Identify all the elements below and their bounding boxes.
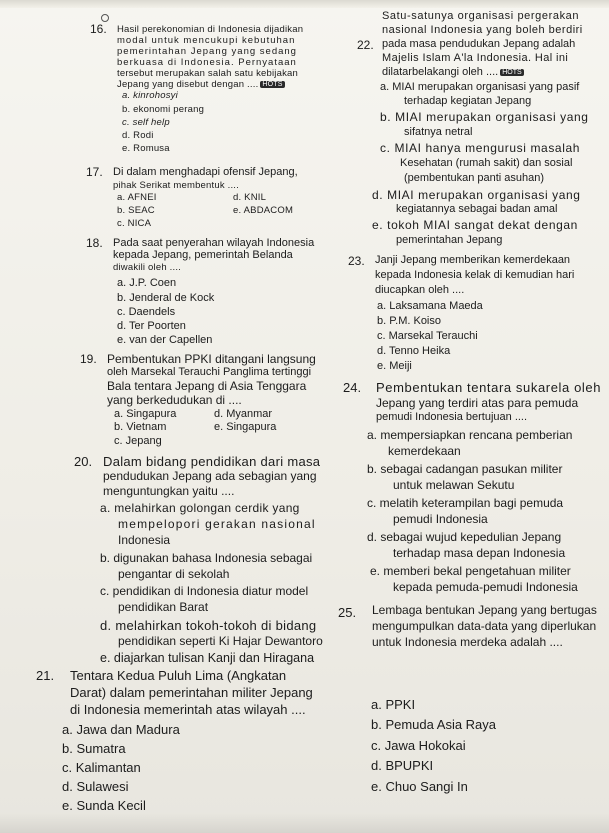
question-text-line: kepada Jepang, pemerintah Belanda <box>113 249 293 261</box>
option-d-cont: pendidikan seperti Ki Hajar Dewantoro <box>118 634 323 648</box>
option-a[interactable]: a. PPKI <box>371 697 416 712</box>
question-text-line: menguntungkan yaitu .... <box>103 484 235 498</box>
question-number: 21. <box>36 668 55 683</box>
option-a[interactable]: a. AFNEI <box>117 192 157 203</box>
question-text-line: oleh Marsekal Terauchi Panglima tertinggi <box>107 366 312 378</box>
option-e[interactable]: e. van der Capellen <box>117 334 213 346</box>
option-b[interactable]: b. Jenderal de Kock <box>117 292 215 304</box>
hots-badge: HOTS <box>502 69 522 76</box>
option-a[interactable]: a. melahirkan golongan cerdik yang <box>100 501 300 515</box>
question-text-line: mengumpulkan data-data yang diperlukan <box>372 619 597 633</box>
option-a[interactable]: a. MIAI merupakan organisasi yang pasif <box>380 81 580 93</box>
option-d[interactable]: d. melahirkan tokoh-tokoh di bidang <box>100 618 317 633</box>
question-text-line: pada masa pendudukan Jepang adalah <box>382 38 576 50</box>
option-a[interactable]: a. J.P. Coen <box>117 277 177 289</box>
option-a-cont: kemerdekaan <box>388 444 461 458</box>
question-text-line: Pembentukan tentara sukarela oleh <box>376 380 602 395</box>
option-b[interactable]: b. MIAI merupakan organisasi yang <box>380 110 589 124</box>
option-d[interactable]: d. MIAI merupakan organisasi yang <box>372 188 581 202</box>
question-text-line: pendudukan Jepang ada sebagian yang <box>103 469 317 483</box>
option-c[interactable]: c. Marsekal Terauchi <box>377 330 478 342</box>
option-a-cont: Indonesia <box>118 533 171 547</box>
hots-badge: HOTS <box>262 81 283 88</box>
question-text-line: Darat) dalam pemerintahan militer Jepang <box>70 685 313 700</box>
page-bottom-shadow <box>0 813 609 833</box>
option-a-cont: terhadap kegiatan Jepang <box>404 95 532 107</box>
option-e[interactable]: e. ABDACOM <box>233 205 294 216</box>
question-text-line: Dalam bidang pendidikan dari masa <box>103 454 321 469</box>
option-b[interactable]: b. Pemuda Asia Raya <box>371 717 497 732</box>
question-number: 19. <box>80 352 97 366</box>
question-text-line: Satu-satunya organisasi pergerakan <box>382 10 580 22</box>
option-c-cont: pemudi Indonesia <box>393 512 488 526</box>
option-d[interactable]: d. KNIL <box>233 192 267 203</box>
option-b[interactable]: b. Vietnam <box>114 421 167 433</box>
option-e[interactable]: e. Meiji <box>377 360 412 372</box>
option-b[interactable]: b. SEAC <box>117 205 155 216</box>
question-text-line: kepada Indonesia kelak di kemudian hari <box>375 269 575 281</box>
option-c[interactable]: c. Jawa Hokokai <box>371 738 466 753</box>
option-c[interactable]: c. MIAI hanya mengurusi masalah <box>380 141 581 155</box>
option-b-cont: pengantar di sekolah <box>118 567 230 581</box>
option-b[interactable]: b. sebagai cadangan pasukan militer <box>367 462 563 476</box>
question-text-line: Tentara Kedua Puluh Lima (Angkatan <box>70 668 287 683</box>
question-text-line: dilatarbelakangi oleh .... <box>382 66 499 78</box>
option-c[interactable]: c. NICA <box>117 218 152 229</box>
question-number: 16. <box>90 22 107 36</box>
option-e[interactable]: e. Romusa <box>122 143 170 154</box>
option-d-cont: kegiatannya sebagai badan amal <box>396 203 558 215</box>
question-text-line: Jepang yang terdiri atas para pemuda <box>376 396 579 410</box>
option-d[interactable]: d. sebagai wujud kepedulian Jepang <box>367 530 562 544</box>
option-c[interactable]: c. Daendels <box>117 306 176 318</box>
option-a[interactable]: a. Laksamana Maeda <box>377 300 483 312</box>
question-text-line: Majelis Islam A'la Indonesia. Hal ini <box>382 52 569 64</box>
option-d[interactable]: d. Myanmar <box>214 408 273 420</box>
punch-hole-icon <box>101 14 109 22</box>
question-number: 22. <box>357 38 374 52</box>
option-d[interactable]: d. BPUPKI <box>371 758 434 773</box>
question-number: 25. <box>338 605 357 620</box>
option-e[interactable]: e. Chuo Sangi In <box>371 779 468 794</box>
option-a[interactable]: a. mempersiapkan rencana pemberian <box>367 428 573 442</box>
question-text-line: pemudi Indonesia bertujuan .... <box>376 411 528 423</box>
option-e-cont: pemerintahan Jepang <box>396 234 503 246</box>
option-e[interactable]: e. tokoh MIAI sangat dekat dengan <box>372 218 578 232</box>
question-text-line: Pembentukan PPKI ditangani langsung <box>107 352 316 366</box>
option-e[interactable]: e. diajarkan tulisan Kanji dan Hiragana <box>100 651 315 665</box>
option-b-cont: untuk melawan Sekutu <box>393 478 515 492</box>
question-text-line <box>117 79 285 90</box>
option-a[interactable]: a. Jawa dan Madura <box>62 722 180 737</box>
question-number: 24. <box>343 380 362 395</box>
question-number: 17. <box>86 165 103 179</box>
question-text-line: Lembaga bentukan Jepang yang bertugas <box>372 603 597 617</box>
option-b[interactable]: b. ekonomi perang <box>122 104 205 115</box>
question-text-line: tersebut merupakan salah satu kebijakan <box>117 68 299 79</box>
option-b-cont: sifatnya netral <box>404 126 473 138</box>
option-e[interactable]: e. Singapura <box>214 421 277 433</box>
page-top-edge <box>0 0 609 8</box>
question-text-line: diucapkan oleh .... <box>375 284 465 296</box>
option-c[interactable]: c. self help <box>122 117 170 128</box>
option-d[interactable]: d. Tenno Heika <box>377 345 451 357</box>
option-d[interactable]: d. Sulawesi <box>62 779 129 794</box>
question-text-line: berkuasa di Indonesia. Pernyataan <box>117 57 297 68</box>
question-text-line-content: Jepang yang disebut dengan .... <box>117 79 259 90</box>
question-text-line: diwakili oleh .... <box>113 262 182 273</box>
question-number: 18. <box>86 236 103 250</box>
option-c[interactable]: c. Jepang <box>114 435 162 447</box>
option-d[interactable]: d. Ter Poorten <box>117 320 186 332</box>
question-text-line: modal untuk mencukupi kebutuhan <box>117 35 296 46</box>
question-text-line: untuk Indonesia merdeka adalah .... <box>372 635 563 649</box>
question-text-line: nasional Indonesia yang boleh berdiri <box>382 24 583 36</box>
option-b[interactable]: b. Sumatra <box>62 741 126 756</box>
option-c[interactable]: c. melatih keterampilan bagi pemuda <box>367 496 564 510</box>
question-text-line: Bala tentara Jepang di Asia Tenggara <box>107 379 307 393</box>
option-a[interactable]: a. kinrohosyi <box>122 90 178 101</box>
option-a[interactable]: a. Singapura <box>114 408 177 420</box>
option-c-cont: pendidikan Barat <box>118 600 209 614</box>
question-number: 23. <box>348 254 365 268</box>
option-d-cont: terhadap masa depan Indonesia <box>393 546 566 560</box>
question-text-line: pihak Serikat membentuk .... <box>113 180 239 191</box>
option-c-cont: (pembentukan panti asuhan) <box>404 172 545 184</box>
question-text-line: Di dalam menghadapi ofensif Jepang, <box>113 166 298 178</box>
option-e[interactable]: e. memberi bekal pengetahuan militer <box>370 564 571 578</box>
question-text-line: Pada saat penyerahan wilayah Indonesia <box>113 237 315 249</box>
question-text-line: yang berkedudukan di .... <box>107 393 242 407</box>
question-text-line: Hasil perekonomian di Indonesia dijadikan <box>117 24 304 35</box>
option-e-cont: kepada pemuda-pemudi Indonesia <box>393 580 578 594</box>
question-number: 20. <box>74 454 93 469</box>
question-text-line: Janji Jepang memberikan kemerdekaan <box>375 254 571 266</box>
option-b[interactable]: b. P.M. Koiso <box>377 315 441 327</box>
option-c[interactable]: c. Kalimantan <box>62 760 141 775</box>
question-text-line: di Indonesia memerintah atas wilayah .... <box>70 702 306 717</box>
question-text-line: pemerintahan Jepang yang sedang <box>117 46 297 57</box>
option-c-cont: Kesehatan (rumah sakit) dan sosial <box>400 157 573 169</box>
option-a-cont: mempelopori gerakan nasional <box>118 517 316 531</box>
option-d[interactable]: d. Rodi <box>122 130 154 141</box>
option-e[interactable]: e. Sunda Kecil <box>62 798 146 813</box>
option-c[interactable]: c. pendidikan di Indonesia diatur model <box>100 584 309 598</box>
option-b[interactable]: b. digunakan bahasa Indonesia sebagai <box>100 551 313 565</box>
